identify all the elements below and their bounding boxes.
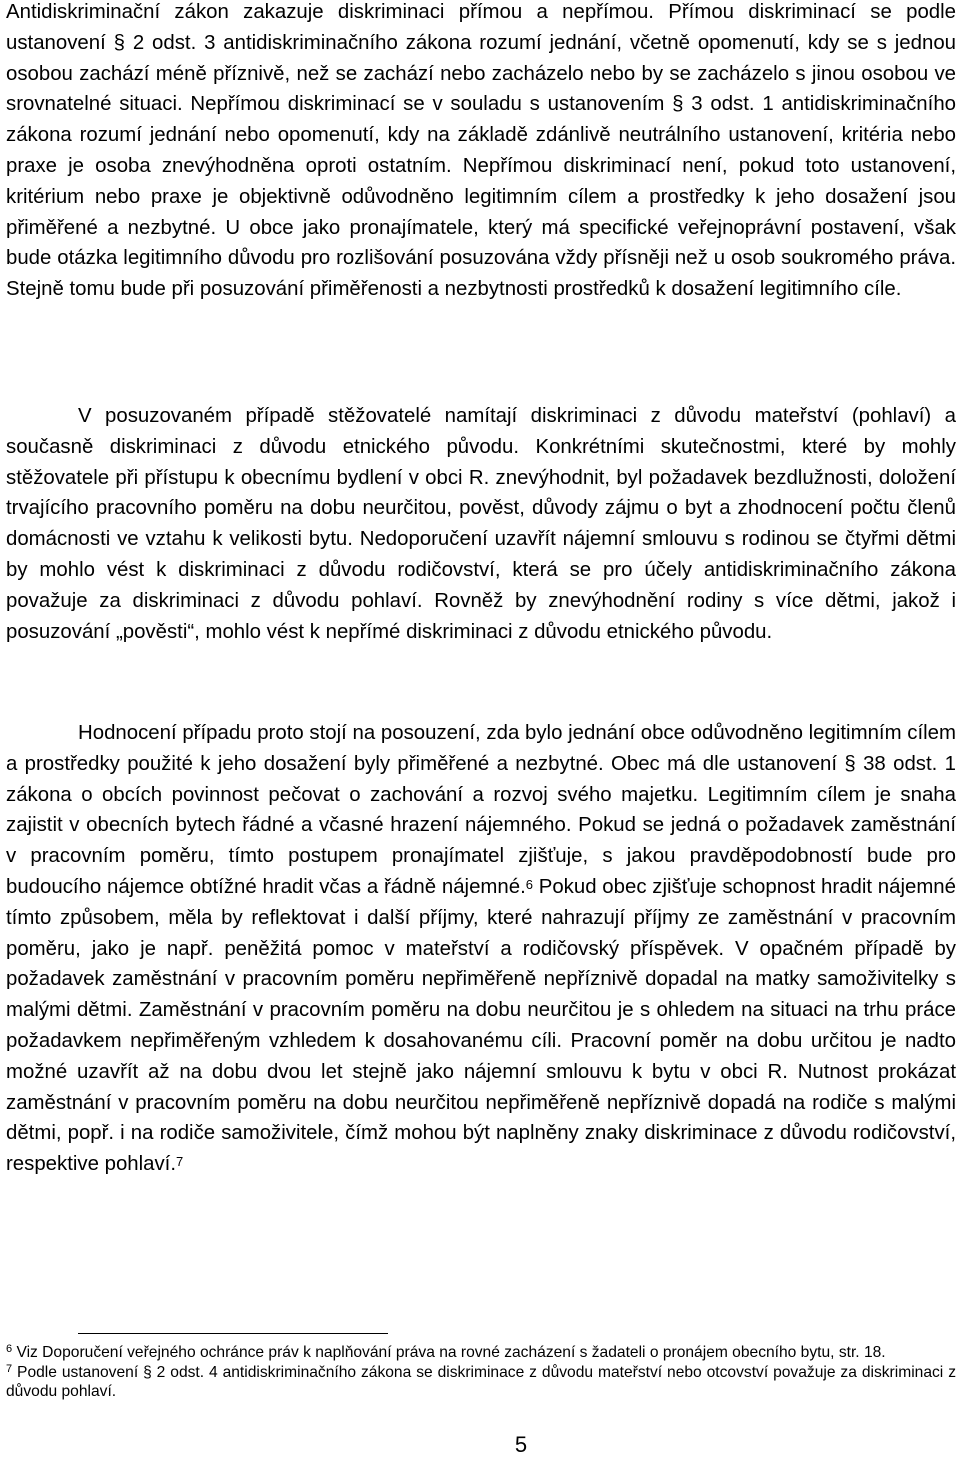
footnote-reference-7[interactable]: 7	[176, 1154, 184, 1170]
footnote-marker-7: 7	[6, 1362, 13, 1375]
paragraph-assessed-case: V posuzovaném případě stěžovatelé namítají diskriminaci z důvodu mateřství (pohlaví) a současně diskriminaci z důvodu etnického původu. Konkrétními skutečnostmi, které by mohly stěžovatele při přístupu k obecnímu bydlení v obci R. znevýhodnit, byl požadavek bezdlužnosti, doložení trvajícího pracovního poměru na dobu neurčitou, pověst, důvody zájmu o byt a zhodnocení počtu členů domácnosti ve vztahu k velikosti bytu. Nedoporučení uzavřít nájemní smlouvu s rodinou se čtyřmi dětmi by mohlo vést k diskriminaci z důvodu rodičovství, která se pro účely antidiskriminačního zákona považuje za diskriminaci z důvodu pohlaví. Rovněž by znevýhodnění rodiny s více dětmi, jakož i posuzování „pověsti“, mohlo vést k nepřímé diskriminaci z důvodu etnického původu.	[6, 405, 956, 643]
footnote-7-text: Podle ustanovení § 2 odst. 4 antidiskriminačního zákona se diskriminace z důvodu mateřství nebo otcovství považuje za diskriminaci z důvodu pohlaví.	[6, 1363, 956, 1400]
footnote-marker-6: 6	[6, 1343, 13, 1355]
footnote-separator	[78, 1333, 388, 1334]
footnotes-section	[6, 1343, 956, 1402]
paragraph-case-evaluation	[6, 718, 956, 1180]
paragraph-direct-indirect-discrimination: Antidiskriminační zákon zakazuje diskriminaci přímou a nepřímou. Přímou diskriminací se podle ustanovení § 2 odst. 3 antidiskriminačního zákona rozumí jednání, včetně opomenutí, kdy se s jednou osobou zachází méně příznivě, než se zachází nebo zacházelo nebo by se zacházelo s jinou osobou ve srovnatelné situaci. Nepřímou diskriminací se v souladu s ustanovením § 3 odst. 1 antidiskriminačního zákona rozumí jednání nebo opomenutí, kdy na základě zdánlivě neutrálního ustanovení, kritéria nebo praxe je osoba znevýhodněna oproti ostatním. Nepřímou diskriminací není, pokud toto ustanovení, kritérium nebo praxe je objektivně odůvodněno legitimním cílem a prostředky k jeho dosažení jsou přiměřené a nezbytné. U obce jako pronajímatele, který má specifické veřejnoprávní postavení, však bude otázka legitimního důvodu pro rozlišování posuzována vždy přísněji než u osob soukromého práva. Stejně tomu bude při posuzování přiměřenosti a nezbytnosti prostředků k dosažení legitimního cíle.	[6, 1, 956, 301]
paragraph-case-evaluation-part-2: Pokud obec zjišťuje schopnost hradit nájemné tímto způsobem, měla by reflektovat i další příjmy, které nahrazují příjmy ze zaměstnání v pracovním poměru, jako je např. peněžitá pomoc v mateřství a rodičovský příspěvek. V opačném případě by požadavek zaměstnání v pracovním poměru nepřiměřeně nepříznivě dopadal na matky samoživitelky s malými dětmi. Zaměstnání v pracovním poměru na dobu neurčitou je s ohledem na situaci na trhu práce požadavkem nepřiměřeným vzhledem k dosahovanému cíli. Pracovní poměr na dobu určitou je nadto možné uzavřít až na dobu dvou let stejně jako nájemní smlouvu k bytu v obci R. Nutnost prokázat zaměstnání v pracovním poměru na dobu neurčitou nepřiměřeně nepříznivě dopadá na rodiče s malými dětmi, popř. i na rodiče samoživitele, čímž mohou být naplněny znaky diskriminace z důvodu rodičovství, respektive pohlaví.	[6, 875, 956, 1176]
footnote-7	[6, 1363, 956, 1402]
footnote-6-text: Viz Doporučení veřejného ochránce práv k naplňování práva na rovné zacházení s žadateli o pronájem obecního bytu, str. 18.	[12, 1344, 886, 1361]
footnote-reference-6[interactable]: 6	[525, 876, 533, 892]
page-number: 5	[514, 1432, 528, 1457]
paragraph-case-evaluation-part-1: Hodnocení případu proto stojí na posouzení, zda bylo jednání obce odůvodněno legitimním cílem a prostředky použité k jeho dosažení byly přiměřené a nezbytné. Obec má dle ustanovení § 38 odst. 1 zákona o obcích povinnost pečovat o zachování a rozvoj svého majetku. Legitimním cílem je snaha zajistit v obecních bytech řádné a včasné hrazení nájemného. Pokud se jedná o požadavek zaměstnání v pracovním poměru, tímto postupem pronajímatel zjišťuje, s jakou pravděpodobností bude pro budoucího nájemce obtížné hradit včas a řádně nájemné.	[6, 722, 956, 898]
document-page	[6, 0, 956, 1460]
footnote-6	[6, 1343, 956, 1363]
